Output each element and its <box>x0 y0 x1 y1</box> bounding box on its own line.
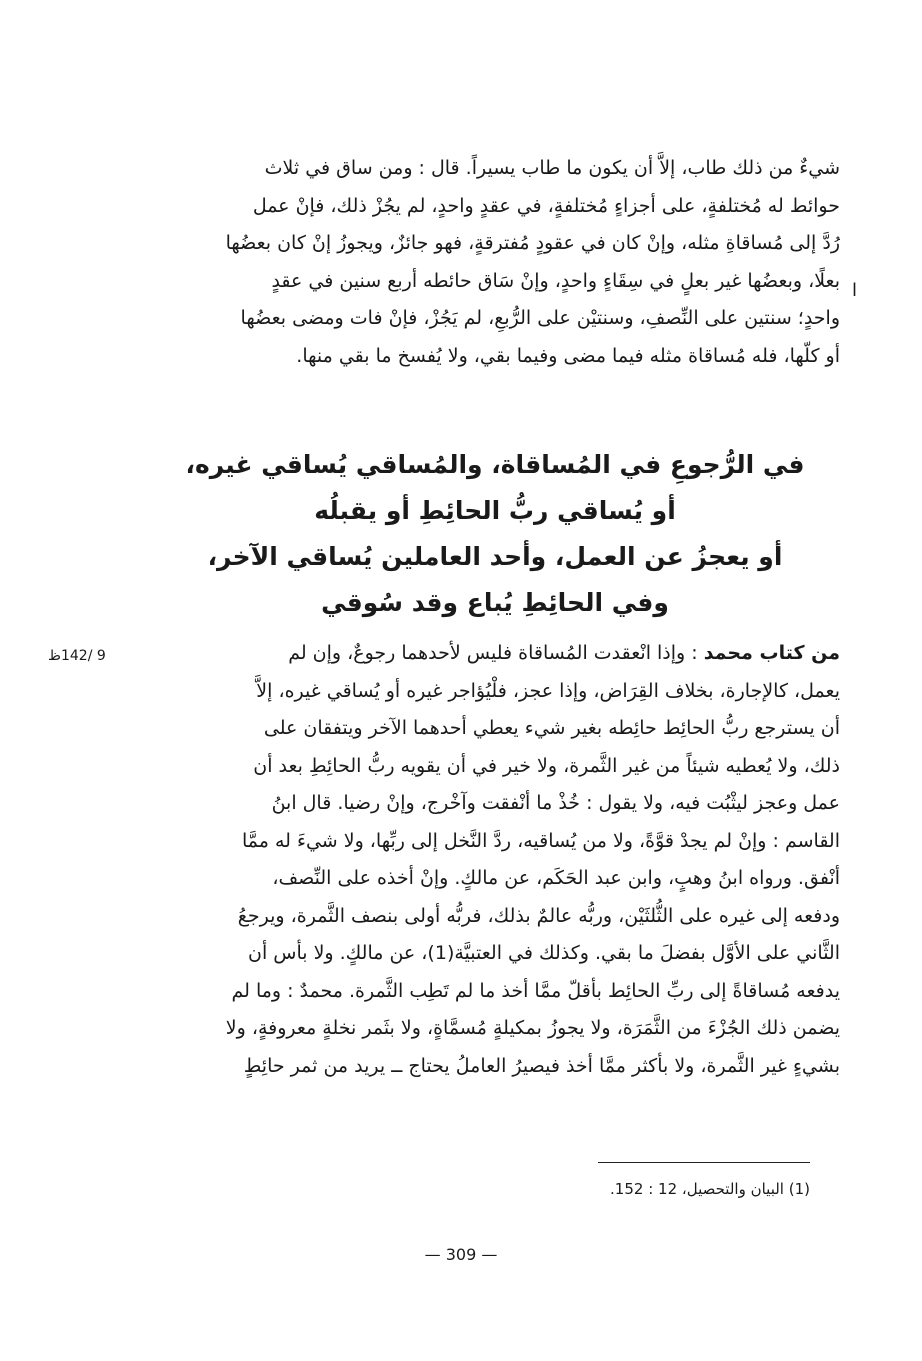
text-line: رُدَّ إلى مُساقاةِ مثله، وإنْ كان في عقودٍ مُفترقةٍ، فهو جائزٌ، ويجوزُ إنْ كان بعضُها <box>225 232 840 254</box>
paragraph-1 <box>150 150 840 375</box>
heading-line: أو يعجزُ عن العمل، وأحد العاملين يُساقي الآخر، <box>207 542 783 571</box>
text-line: بشيءٍ غير الثَّمرة، ولا بأكثر ممَّا أخذ فيصيرُ العاملُ يحتاج ــ يريد من ثمر حائِطٍ <box>243 1054 840 1077</box>
text-line: الثَّاني على الأوَّل بفضلَ ما بقي. وكذلك في العتبيَّة(1)، عن مالكٍ. ولا بأس أن <box>247 942 840 964</box>
footnote: (1) البيان والتحصيل، 12 : 152. <box>610 1180 810 1198</box>
heading-line: وفي الحائِطِ يُباع وقد سُوقي <box>321 588 669 617</box>
text-line: القاسم : وإنْ لم يجدْ قوَّةً، ولا من يُساقيه، ردَّ النَّخل إلى ربِّها، ولا شيءَ له ممَّا <box>242 829 840 852</box>
heading-line: في الرُّجوعِ في المُساقاة، والمُساقي يُساقي غيره، <box>185 450 805 479</box>
text-line: عمل وعجز ليثْبُت فيه، ولا يقول : خُذْ ما أنْفقت وآخْرج، وإنْ رضيا. قال ابنُ <box>271 792 840 814</box>
text-line: واحدٍ؛ سنتين على النِّصفِ، وسنتيْن على الرُّبعِ، لم يَجُزْ، فإنْ فات ومضى بعضُها <box>240 307 840 329</box>
source-title: من كتاب محمد <box>703 642 840 664</box>
text-line: حوائط له مُختلفةٍ، على أجزاءٍ مُختلفةٍ، في عقدٍ واحدٍ، لم يجُزْ ذلك، فإنْ عمل <box>252 194 840 217</box>
page-number: — 309 — <box>424 1245 498 1264</box>
text-line: ودفعه إلى غيره على الثُّلثَيْن، وربُّه عالمٌ بذلك، فربُّه أولى بنصف الثَّمرة، ويرجعُ <box>237 904 840 927</box>
paragraph-2 <box>150 635 840 1085</box>
text-line: بعلًا، وبعضُها غير بعلٍ في سِقَاءٍ واحدٍ، وإنْ سَاق حائطه أربع سنين في عقدٍ <box>271 269 840 292</box>
text-fragment: : وإذا انْعقدت المُساقاة فليس لأحدهما رجوعٌ، وإن لم <box>288 642 704 664</box>
text-line: يعمل، كالإجارة، بخلاف القِرَاض، وإذا عجز، فلْيُؤاجر غيره أو يُساقي غيره، إلاَّ <box>256 679 840 702</box>
text-line <box>150 635 840 673</box>
footnote-divider <box>598 1162 810 1163</box>
text-line: شيءٌ من ذلك طاب، إلاَّ أن يكون ما طاب يسيراً. قال : ومن ساق في ثلاث <box>264 157 840 179</box>
manuscript-folio-reference: 9 /142ظ <box>48 648 106 664</box>
text-line: أو كلّها، فله مُساقاة مثله فيما مضى وفيما بقي، ولا يُفسخ ما بقي منها. <box>296 344 840 367</box>
text-line: أنْفق. ورواه ابنُ وهبٍ، وابن عبد الحَكَم، عن مالكٍ. وإنْ أخذه على النِّصف، <box>272 867 840 889</box>
heading-line: أو يُساقي ربُّ الحائِطِ أو يقبلُه <box>314 496 676 525</box>
text-line: يضمن ذلك الجُزْءَ من الثَّمَرَة، ولا يجوزُ بمكيلةٍ مُسمَّاةٍ، ولا بثَمر نخلةٍ معروفةٍ، ولا <box>225 1017 840 1039</box>
margin-mark: ا <box>852 280 858 301</box>
text-line: ذلك، ولا يُعطيه شيئاً من غير الثَّمرة، ولا خير في أن يقويه ربُّ الحائِطِ بعد أن <box>253 754 840 777</box>
text-line: أن يسترجع ربُّ الحائِط حائِطه بغير شيء يعطي أحدهما الآخر ويتفقان على <box>263 717 840 739</box>
section-heading <box>150 442 840 626</box>
text-line: يدفعه مُساقاةً إلى ربِّ الحائِط بأقلّ ممَّا أخذ ما لم تَطِب الثَّمرة. محمدٌ : وما لم <box>231 979 840 1002</box>
